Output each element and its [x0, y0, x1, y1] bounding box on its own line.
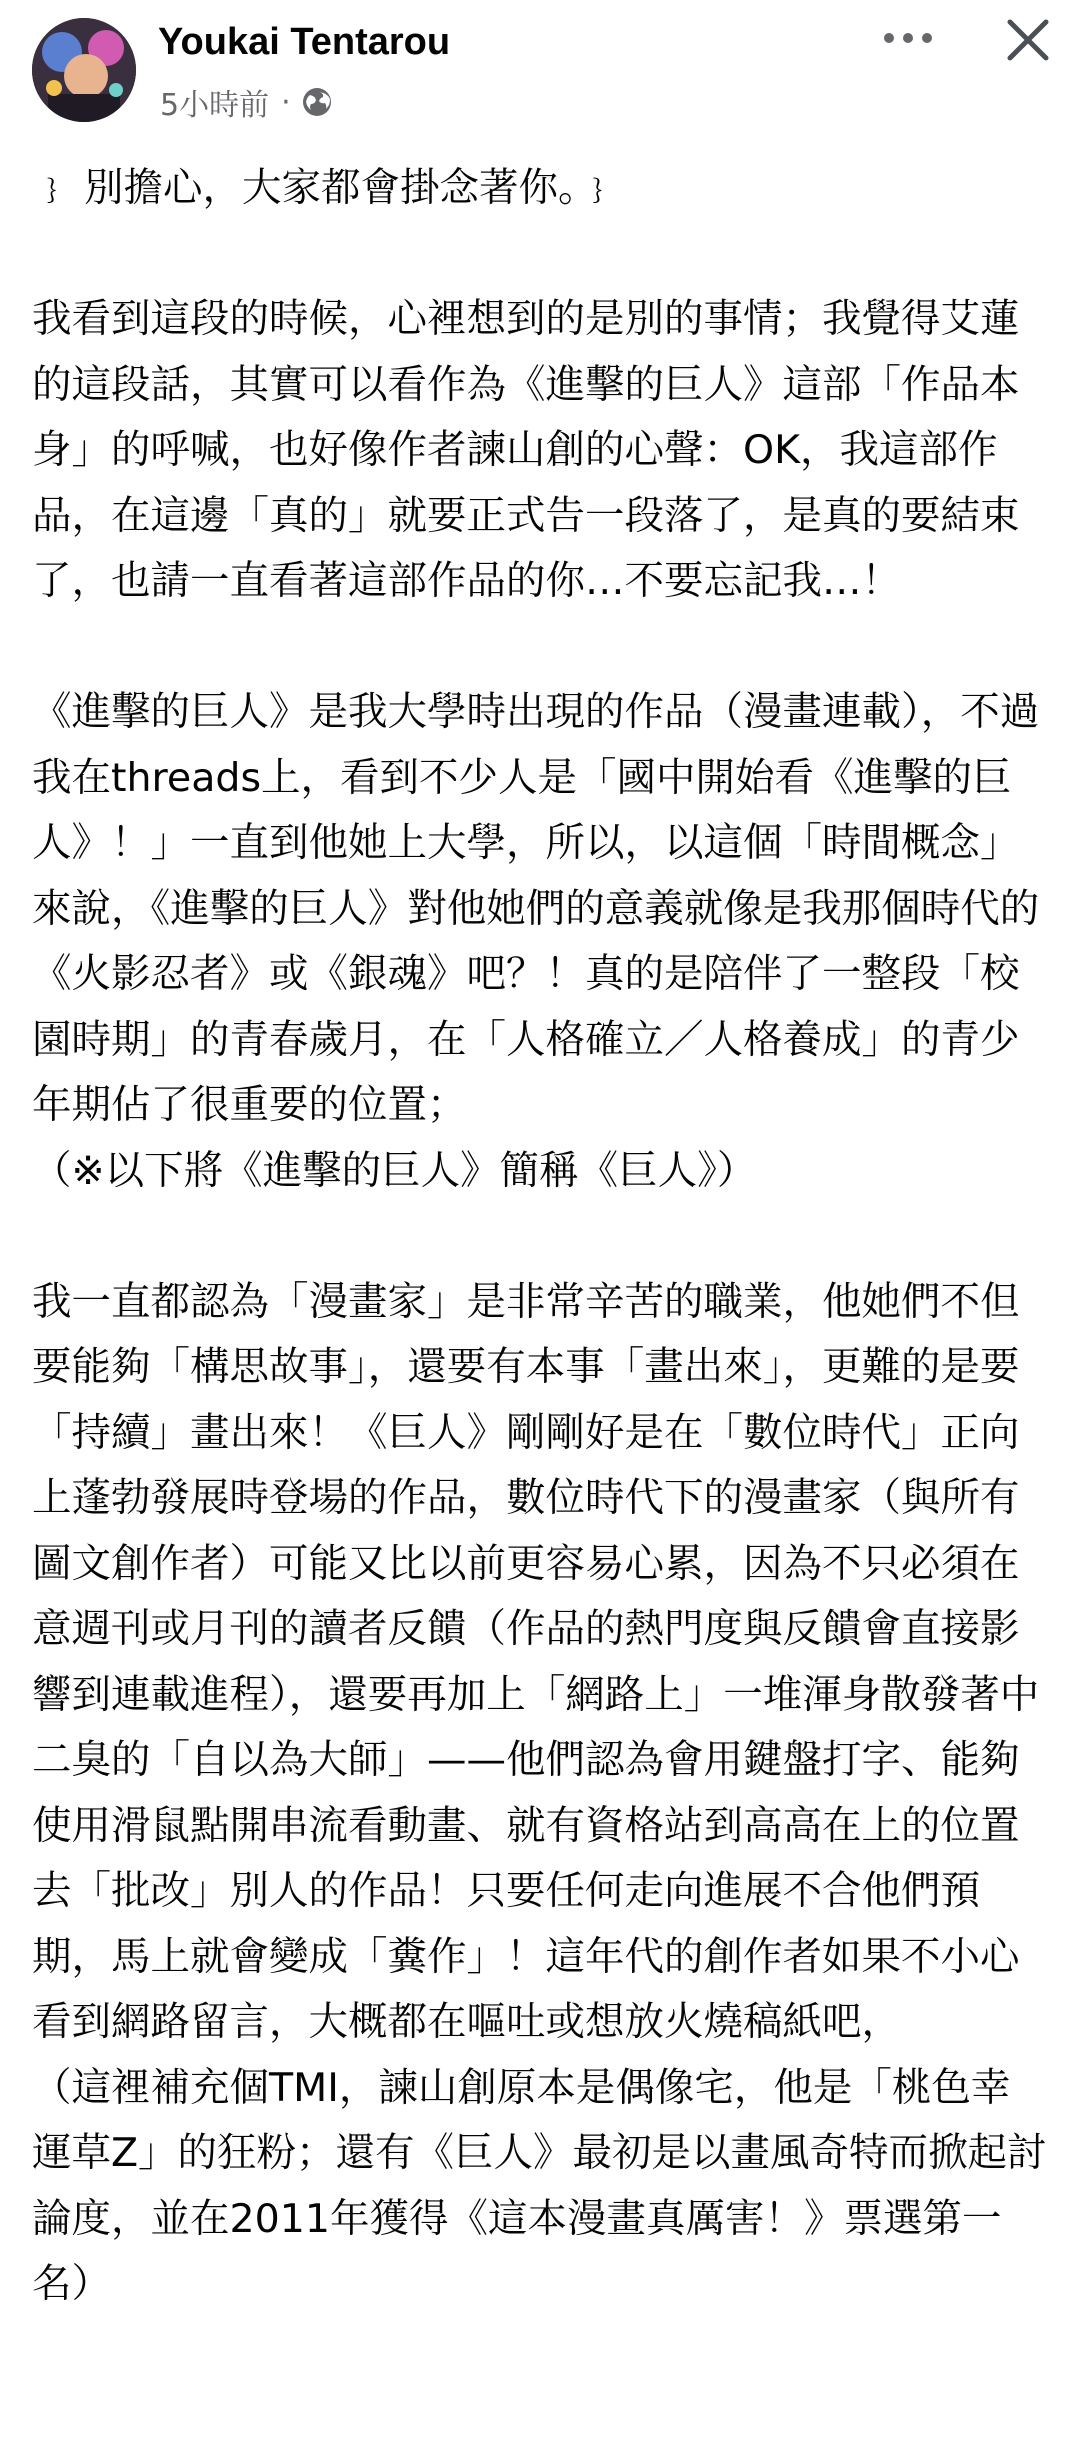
more-dot [884, 33, 894, 43]
author-name[interactable]: Youkai Tentarou [158, 21, 451, 63]
avatar[interactable] [32, 18, 136, 122]
post-paragraph: 我一直都認為「漫畫家」是非常辛苦的職業，他她們不但要能夠「構思故事」，還要有本事「畫出來」，更難的是要「持續」畫出來！《巨人》剛剛好是在「數位時代」正向上蓬勃發展時登場的作品，數位時代下的漫畫家（與所有圖文創作者）可能又比以前更容易心累，因為不只必須在意週刊或月刊的讀者反饋（作品的熱門度與反饋會直接影響到連載進程），還要再加上「網路上」一堆渾身散發著中二臭的「自以為大師」——他們認為會用鍵盤打字、能夠使用滑鼠點開串流看動畫、就有資格站到高高在上的位置去「批改」別人的作品！只要任何走向進展不合他們預期，馬上就會變成「糞作」！這年代的創作者如果不小心看到網路留言，大概都在嘔吐或想放火燒稿紙吧， （這裡補充個TMI，諫山創原本是偶像宅，他是「桃色幸運草Z」的狂粉；還有《巨人》最初是以畫風奇特而掀起討論度，並在2011年獲得《這本漫畫真厲害！》票選第一名） [32, 1278, 1047, 2307]
post-paragraph: ﹜ 別擔心，大家都會掛念著你。﹜ [32, 165, 618, 211]
post-paragraph: 我看到這段的時候，心裡想到的是別的事情；我覺得艾蓮的這段話，其實可以看作為《進擊的巨人》這部「作品本身」的呼喊，也好像作者諫山創的心聲：OK，我這部作品，在這邊「真的」就要正式告一段落了，是真的要結束了，也請一直看著這部作品的你…不要忘記我…！ [32, 296, 1020, 604]
paragraph-gap [32, 615, 1048, 681]
globe-icon[interactable] [301, 86, 333, 118]
post-header [0, 0, 1080, 150]
paragraph-gap [32, 1204, 1048, 1270]
more-dot [922, 33, 932, 43]
close-icon[interactable] [1000, 12, 1056, 68]
paragraph-gap [32, 222, 1048, 288]
post-meta [160, 82, 333, 122]
post-paragraph: 《進擊的巨人》是我大學時出現的作品（漫畫連載），不過我在threads上，看到不少人是「國中開始看《進擊的巨人》！」一直到他她上大學，所以，以這個「時間概念」來說，《進擊的巨人》對他她們的意義就像是我那個時代的《火影忍者》或《銀魂》吧？！真的是陪伴了一整段「校園時期」的青春歲月，在「人格確立／人格養成」的青少年期佔了很重要的位置； （※以下將《進擊的巨人》簡稱《巨人》） [32, 689, 1040, 1194]
more-dot [903, 33, 913, 43]
post-text [32, 156, 1048, 2426]
avatar-image [32, 18, 136, 122]
post-timestamp[interactable]: 5小時前 [160, 88, 270, 123]
meta-separator: · [281, 84, 291, 120]
more-options-icon[interactable] [876, 18, 940, 58]
